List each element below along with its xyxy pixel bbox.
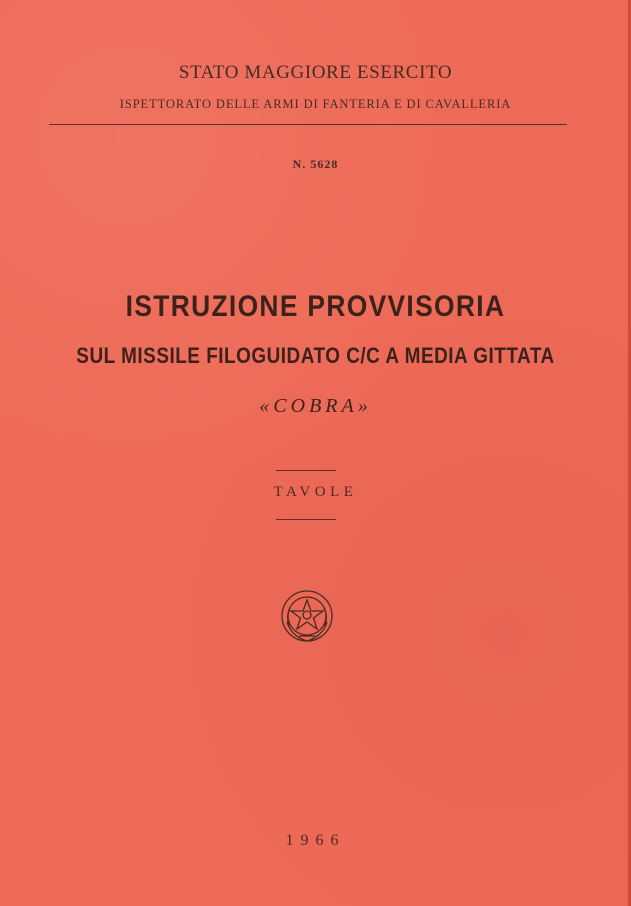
section-label: TAVOLE [273,484,358,500]
missile-name: «COBRA» [259,395,372,417]
publication-year: 1966 [285,832,346,849]
section-divider-top [276,470,336,471]
organization-heading: STATO MAGGIORE ESERCITO [178,62,453,83]
inspectorate-heading: ISPETTORATO DELLE ARMI DI FANTERIA E DI CAVALLERIA [119,97,512,111]
section-divider-bottom [276,519,336,520]
header-divider [49,124,567,125]
document-subtitle: SUL MISSILE FILOGUIDATO C/C A MEDIA GITTATA [76,343,555,368]
italian-republic-emblem-icon [277,586,337,646]
document-number: N. 5628 [292,157,339,171]
document-title: ISTRUZIONE PROVVISORIA [125,290,506,323]
